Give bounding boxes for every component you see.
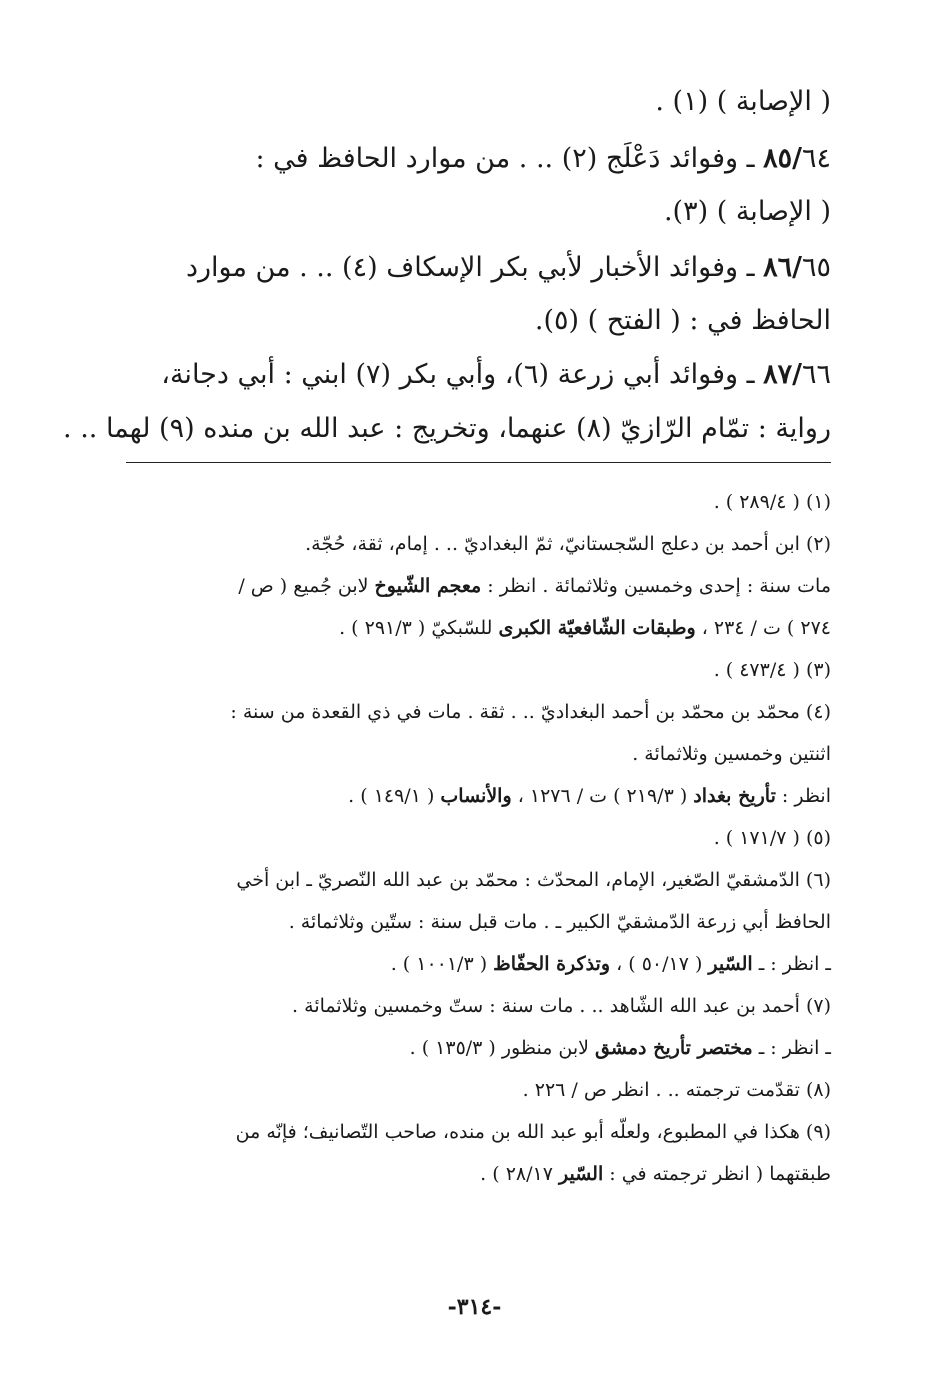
footnote-6-c-post: ( ١٠٠١/٣ ) . — [390, 953, 488, 975]
footnote-4-book-title-1: تأريخ بغداد — [693, 785, 776, 807]
footnote-7-b-pre: ـ انظر : ـ — [758, 1037, 831, 1059]
footnote-4-text-1: (٤) محمّد بن محمّد بن أحمد البغداديّ .. . ثقة . مات في ذي القعدة من سنة : — [230, 701, 831, 723]
footnote-6-c-mid: ( ٥٠/١٧ ) ، — [616, 953, 703, 975]
footnote-8 — [111, 1078, 831, 1103]
footnote-3 — [111, 658, 831, 683]
entry-87-cont-text: رواية : تمّام الرّازيّ (٨) عنهما، وتخريج : عبد الله بن منده (٩) لهما .. . — [63, 413, 831, 444]
footnote-2-c-book-title: وطبقات الشّافعيّة الكبرى — [498, 617, 696, 639]
entry-86-text: ٦٥ ـ وفوائد الأخبار لأبي بكر الإسكاف (٤) .. . من موارد — [185, 252, 831, 283]
footnote-4-c-pre: انظر : — [781, 785, 831, 807]
footnote-separator — [126, 462, 831, 463]
footnote-2-c-pre: ٢٧٤ ) ت / ٢٣٤ ، — [701, 617, 831, 639]
footnote-8-text: (٨) تقدّمت ترجمته .. . انظر ص / ٢٢٦ . — [522, 1079, 831, 1101]
footnote-6-line-2 — [111, 910, 831, 935]
footnote-6-text-1: (٦) الدّمشقيّ الصّغير، الإمام، المحدّث : محمّد بن عبد الله النّصريّ ـ ابن أخي — [236, 869, 831, 891]
main-line-1-text: ( الإصابة ) (١) . — [655, 86, 831, 117]
footnote-2-line-3 — [111, 616, 831, 641]
footnote-4-line-2 — [111, 742, 831, 767]
entry-85-text: ٦٤ ـ وفوائد دَعْلَج (٢) .. . من موارد الحافظ في : — [255, 143, 831, 174]
footnote-2-c-post: للسّبكيّ ( ٢٩١/٣ ) . — [339, 617, 493, 639]
entry-85 — [111, 143, 831, 175]
main-line-1 — [111, 86, 831, 118]
entry-85-continuation — [111, 196, 831, 228]
footnote-5 — [111, 826, 831, 851]
footnote-1 — [111, 490, 831, 515]
footnote-2-post: لابن جُميع ( ص / — [238, 575, 369, 597]
footnote-4-text-2: اثنتين وخمسين وثلاثمائة . — [632, 743, 831, 765]
footnote-1-text: (١) ( ٢٨٩/٤ ) . — [713, 491, 831, 513]
footnote-2-pre: مات سنة : إحدى وخمسين وثلاثمائة . انظر : — [487, 575, 831, 597]
footnote-4-c-post: ( ١٤٩/١ ) . — [348, 785, 435, 807]
footnote-2-text-1: (٢) ابن أحمد بن دعلج السّجستانيّ، ثمّ البغداديّ .. . إمام، ثقة، حُجّة. — [305, 533, 831, 555]
entry-86-number: ٨٦/ — [763, 252, 802, 283]
footnote-2-line-2 — [111, 574, 831, 599]
entry-87-continuation — [63, 413, 831, 445]
footnote-4-line-1 — [111, 700, 831, 725]
entry-87 — [111, 359, 831, 391]
footnote-7-text-1: (٧) أحمد بن عبد الله الشّاهد .. . مات سنة : ستّ وخمسين وثلاثمائة . — [292, 995, 831, 1017]
footnote-7-book-title: مختصر تأريخ دمشق — [595, 1037, 753, 1059]
footnote-9-line-1 — [111, 1120, 831, 1145]
entry-86-continuation — [111, 305, 831, 337]
footnote-4-book-title-2: والأنساب — [440, 785, 512, 807]
footnote-6-line-1 — [111, 868, 831, 893]
footnote-9-line-2 — [111, 1162, 831, 1187]
footnote-4-c-mid: ( ٢١٩/٣ ) ت / ١٢٧٦ ، — [517, 785, 688, 807]
entry-85-cont-text: ( الإصابة ) (٣). — [663, 196, 831, 227]
footnote-7-line-2 — [111, 1036, 831, 1061]
footnote-2-book-title: معجم الشّيوخ — [374, 575, 482, 597]
footnote-7-line-1 — [111, 994, 831, 1019]
page-number: -٣١٤- — [447, 1294, 502, 1320]
footnote-6-c-pre: ـ انظر : ـ — [758, 953, 831, 975]
footnote-6-line-3 — [111, 952, 831, 977]
footnote-9-book-title: السّير — [558, 1163, 604, 1185]
footnote-6-book-title-2: وتذكرة الحفّاظ — [493, 953, 611, 975]
entry-86 — [111, 252, 831, 284]
footnote-3-text: (٣) ( ٤٧٣/٤ ) . — [713, 659, 831, 681]
footnote-9-text-1: (٩) هكذا في المطبوع، ولعلّه أبو عبد الله بن منده، صاحب التّصانيف؛ فإنّه من — [235, 1121, 831, 1143]
footnote-4-line-3 — [111, 784, 831, 809]
footnote-6-text-2: الحافظ أبي زرعة الدّمشقيّ الكبير ـ . مات قبل سنة : ستّين وثلاثمائة . — [288, 911, 831, 933]
footnote-9-b-pre: طبقتهما ( انظر ترجمته في : — [609, 1163, 831, 1185]
entry-86-cont-text: الحافظ في : ( الفتح ) (٥). — [534, 305, 831, 336]
footnote-6-book-title-1: السّير — [708, 953, 753, 975]
footnote-7-b-post: لابن منظور ( ١٣٥/٣ ) . — [409, 1037, 589, 1059]
entry-87-text: ٦٦ ـ وفوائد أبي زرعة (٦)، وأبي بكر (٧) ابني : أبي دجانة، — [161, 359, 831, 390]
footnote-5-text: (٥) ( ١٧١/٧ ) . — [713, 827, 831, 849]
footnote-9-b-post: ٢٨/١٧ ) . — [480, 1163, 553, 1185]
entry-85-number: ٨٥/ — [763, 143, 802, 174]
entry-87-number: ٨٧/ — [763, 359, 802, 390]
footnote-2-line-1 — [111, 532, 831, 557]
